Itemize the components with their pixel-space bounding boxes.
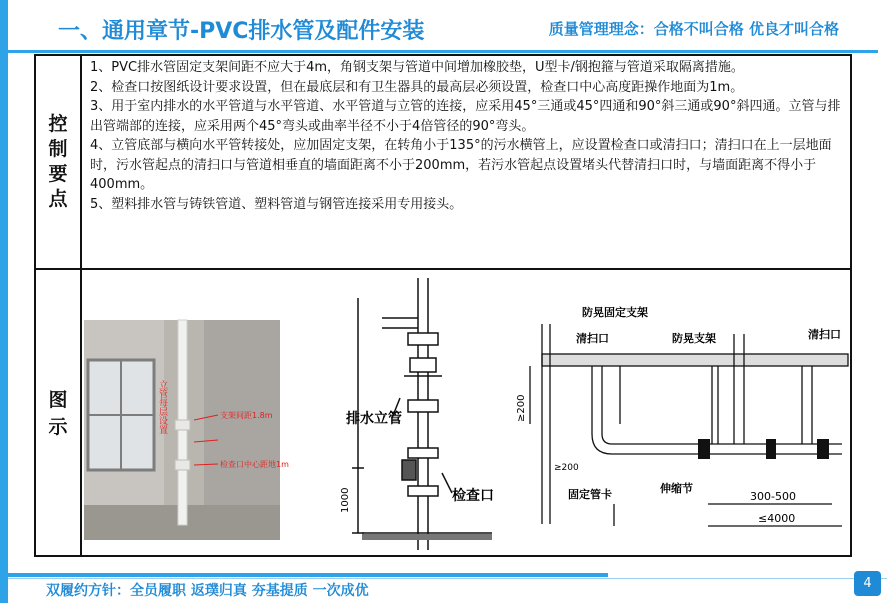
check-port-label: 检查口 xyxy=(452,488,494,504)
horizontal-drain-diagram xyxy=(512,294,848,554)
table-row-divider xyxy=(36,268,850,270)
label-char: 要 xyxy=(48,163,68,185)
site-photo xyxy=(84,320,289,540)
footer-accent-band xyxy=(8,573,608,577)
riser-label: 排水立管 xyxy=(346,411,402,427)
diagram-label: 防晃支架 xyxy=(672,332,716,345)
riser-diagram-graphic xyxy=(322,278,512,550)
label-char: 制 xyxy=(48,138,68,160)
diagram-label: 清扫口 xyxy=(808,328,841,341)
dimension-text: 1000 xyxy=(340,487,351,513)
diagram-label: 固定管卡 xyxy=(568,488,612,501)
photo-label: 检查口中心距地1m xyxy=(220,460,289,469)
control-point-item: 3、用于室内排水的水平管道与水平管道、水平管道与立管的连接，应采用45°三通或45°四通和90°斜三通或90°斜四通。立管与排出管端部的连接，应采用两个45°弯头或曲率半径不小于4倍管径的90°弯头。 xyxy=(90,99,841,134)
control-point-item: 1、PVC排水管固定支架间距不应大于4m，角钢支架与管道中间增加橡胶垫，U型卡/钢抱箍与管道采取隔离措施。 xyxy=(90,60,744,75)
diagram-label: 防晃固定支架 xyxy=(582,306,648,319)
control-point-item: 2、检查口按图纸设计要求设置，但在最底层和有卫生器具的最高层必须设置，检查口中心高度距操作地面为1m。 xyxy=(90,79,744,95)
label-char: 点 xyxy=(48,188,68,210)
diagram-label: 清扫口 xyxy=(576,332,609,345)
content-table xyxy=(34,54,852,557)
photo-label: 立管每层设置 xyxy=(157,380,167,434)
label-char: 图 xyxy=(48,388,68,411)
footer-slogan: 双履约方针：全员履职 返璞归真 夯基提质 一次成优 xyxy=(46,583,369,599)
dimension-text: 300-500 xyxy=(750,490,796,503)
row-label-control-points xyxy=(36,56,80,268)
riser-diagram xyxy=(322,278,512,550)
dimension-text: ≥200 xyxy=(516,394,527,422)
label-char: 控 xyxy=(48,113,68,135)
quality-slogan: 质量管理理念：合格不叫合格 优良才叫合格 xyxy=(548,20,839,38)
control-point-item: 5、塑料排水管与铸铁管道、塑料管道与钢管连接采用专用接头。 xyxy=(90,196,463,212)
horizontal-drain-graphic xyxy=(512,294,848,554)
dimension-text: ≥200 xyxy=(554,463,579,473)
footer-divider xyxy=(8,578,887,579)
control-point-item: 4、立管底部与横向水平管转接处，应加固定支架，在转角小于135°的污水横管上，应设置检查口或清扫口；清扫口在上一层地面时，污水管起点的清扫口与管道相垂直的墙面距离不小于200mm，若污水管起点设置堵头代替清扫口时，与墙面距离不得小于400mm。 xyxy=(90,138,832,192)
site-photo-graphic xyxy=(84,320,289,540)
row-label-illustration xyxy=(36,270,80,557)
control-points-list xyxy=(90,58,842,214)
left-accent-bar xyxy=(0,0,8,603)
photo-label: 支架间距1.8m xyxy=(220,411,273,420)
table-column-divider xyxy=(80,56,82,555)
page-number-badge: 4 xyxy=(854,571,881,596)
page-title: 一、通用章节-PVC排水管及配件安装 xyxy=(58,19,425,44)
diagram-label: 伸缩节 xyxy=(660,482,693,495)
label-char: 示 xyxy=(48,415,68,438)
dimension-text: ≤4000 xyxy=(758,512,796,525)
header-divider xyxy=(8,50,878,53)
